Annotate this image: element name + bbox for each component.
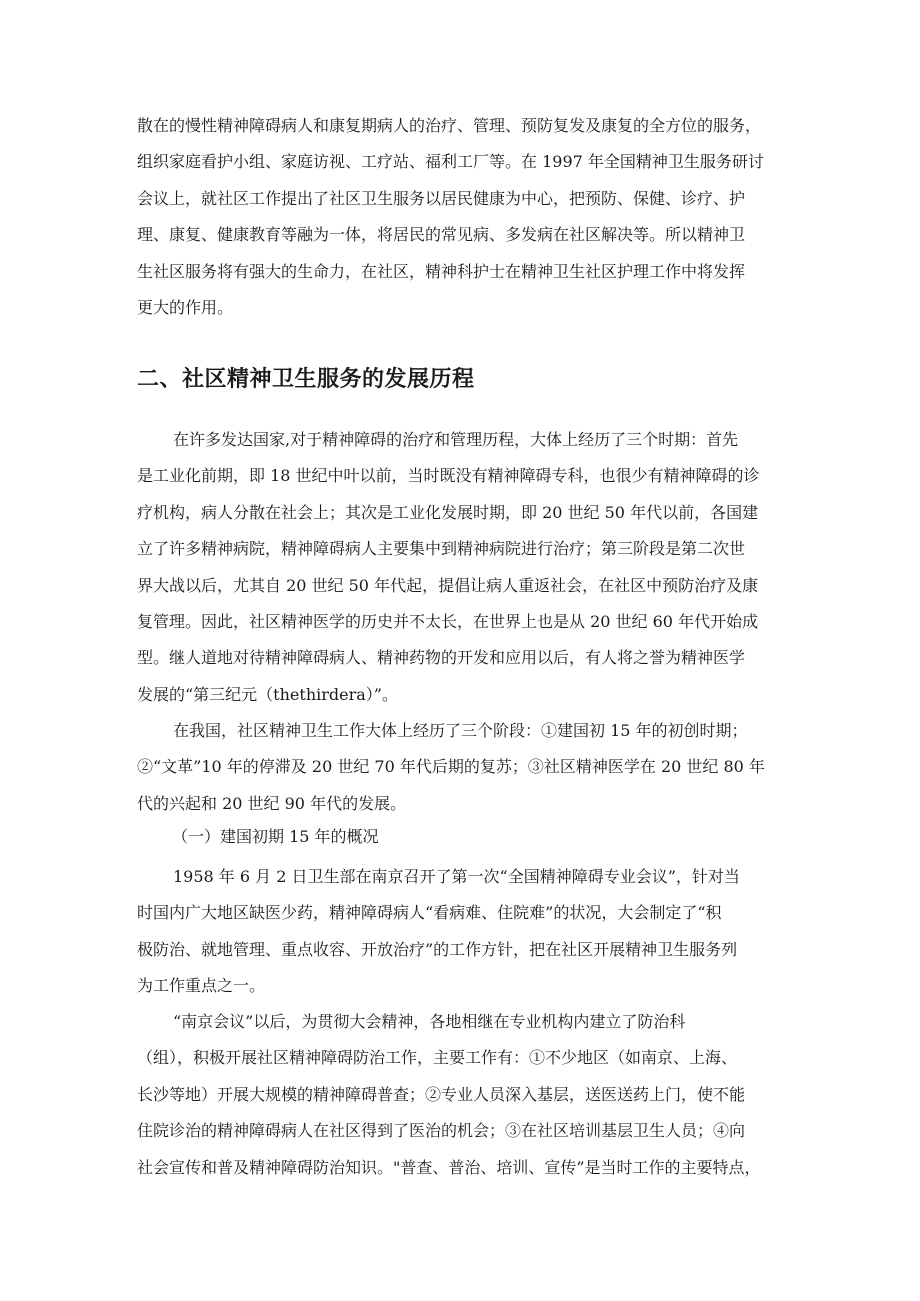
text-line: 极防治、就地管理、重点收容、开放治疗”的工作方针，把在社区开展精神卫生服务列 (137, 939, 738, 959)
text-line: 散在的慢性精神障碍病人和康复期病人的治疗、管理、预防复发及康复的全方位的服务， (137, 116, 762, 135)
text-line: 代的兴起和 20 世纪 90 年代的发展。 (137, 793, 407, 813)
text-line: 社会宣传和普及精神障碍防治知识。"普查、普治、培训、宣传”是当时工作的主要特点， (137, 1157, 761, 1177)
text-line: ②“文革”10 年的停滞及 20 世纪 70 年代后期的复苏；③社区精神医学在 20 世纪 80 年 (137, 757, 765, 777)
paragraph-history (137, 422, 793, 713)
text-line: 组织家庭看护小组、家庭访视、工疗站、福利工厂等。在 1997 年全国精神卫生服务研讨 (137, 152, 764, 172)
text-line: 疗机构，病人分散在社会上；其次是工业化发展时期，即 20 世纪 50 年代以前，各国建 (137, 502, 759, 522)
text-line: 更大的作用。 (137, 298, 234, 318)
text-line: 界大战以后，尤其自 20 世纪 50 年代起，提倡让病人重返社会，在社区中预防治疗及康 (137, 575, 759, 595)
text-line: 住院诊治的精神障碍病人在社区得到了医治的机会；③在社区培训基层卫生人员；④向 (137, 1121, 746, 1141)
text-line: 发展的“第三纪元（thethirdera）”。 (137, 684, 398, 704)
paragraph-china-stages (137, 713, 793, 822)
text-line: 立了许多精神病院，精神障碍病人主要集中到精神病院进行治疗；第三阶段是第二次世 (137, 539, 746, 559)
paragraph-intro (137, 108, 793, 326)
text-line: 在许多发达国家,对于精神障碍的治疗和管理历程，大体上经历了三个时期：首先 (173, 430, 739, 449)
text-line: 时国内广大地区缺医少药，精神障碍病人“看病难、住院难”的状况，大会制定了“积 (137, 903, 722, 923)
section-heading: 二、社区精神卫生服务的发展历程 (137, 367, 475, 392)
text-line: 是工业化前期，即 18 世纪中叶以前，当时既没有精神障碍专科，也很少有精神障碍的诊 (137, 466, 760, 486)
text-line: 理、康复、健康教育等融为一体，将居民的常见病、多发病在社区解决等。所以精神卫 (137, 225, 746, 245)
text-line: 1958 年 6 月 2 日卫生部在南京召开了第一次“全国精神障碍专业会议”，针对当 (173, 867, 740, 886)
text-line: 为工作重点之一。 (137, 976, 266, 996)
text-line: 会议上，就社区工作提出了社区卫生服务以居民健康为中心，把预防、保健、诊疗、护 (137, 188, 746, 208)
paragraph-1958-meeting (137, 859, 793, 1005)
text-line: “南京会议”以后，为贯彻大会精神，各地相继在专业机构内建立了防治科 (173, 1012, 686, 1031)
text-line: 复管理。因此，社区精神医学的历史并不太长，在世界上也是从 20 世纪 60 年代开始成 (137, 612, 759, 632)
text-line: 型。继人道地对待精神障碍病人、精神药物的开发和应用以后，有人将之誉为精神医学 (137, 648, 746, 668)
text-line: （组），积极开展社区精神障碍防治工作，主要工作有：①不少地区（如南京、上海、 (137, 1048, 738, 1068)
subsection-heading: （一）建国初期 15 年的概况 (172, 827, 379, 846)
paragraph-nanjing-meeting (137, 1004, 793, 1186)
text-line: 在我国，社区精神卫生工作大体上经历了三个阶段：①建国初 15 年的初创时期； (173, 721, 748, 740)
text-line: 生社区服务将有强大的生命力，在社区，精神科护士在精神卫生社区护理工作中将发挥 (137, 261, 746, 281)
text-line: 长沙等地）开展大规模的精神障碍普查；②专业人员深入基层，送医送药上门，使不能 (137, 1084, 746, 1104)
